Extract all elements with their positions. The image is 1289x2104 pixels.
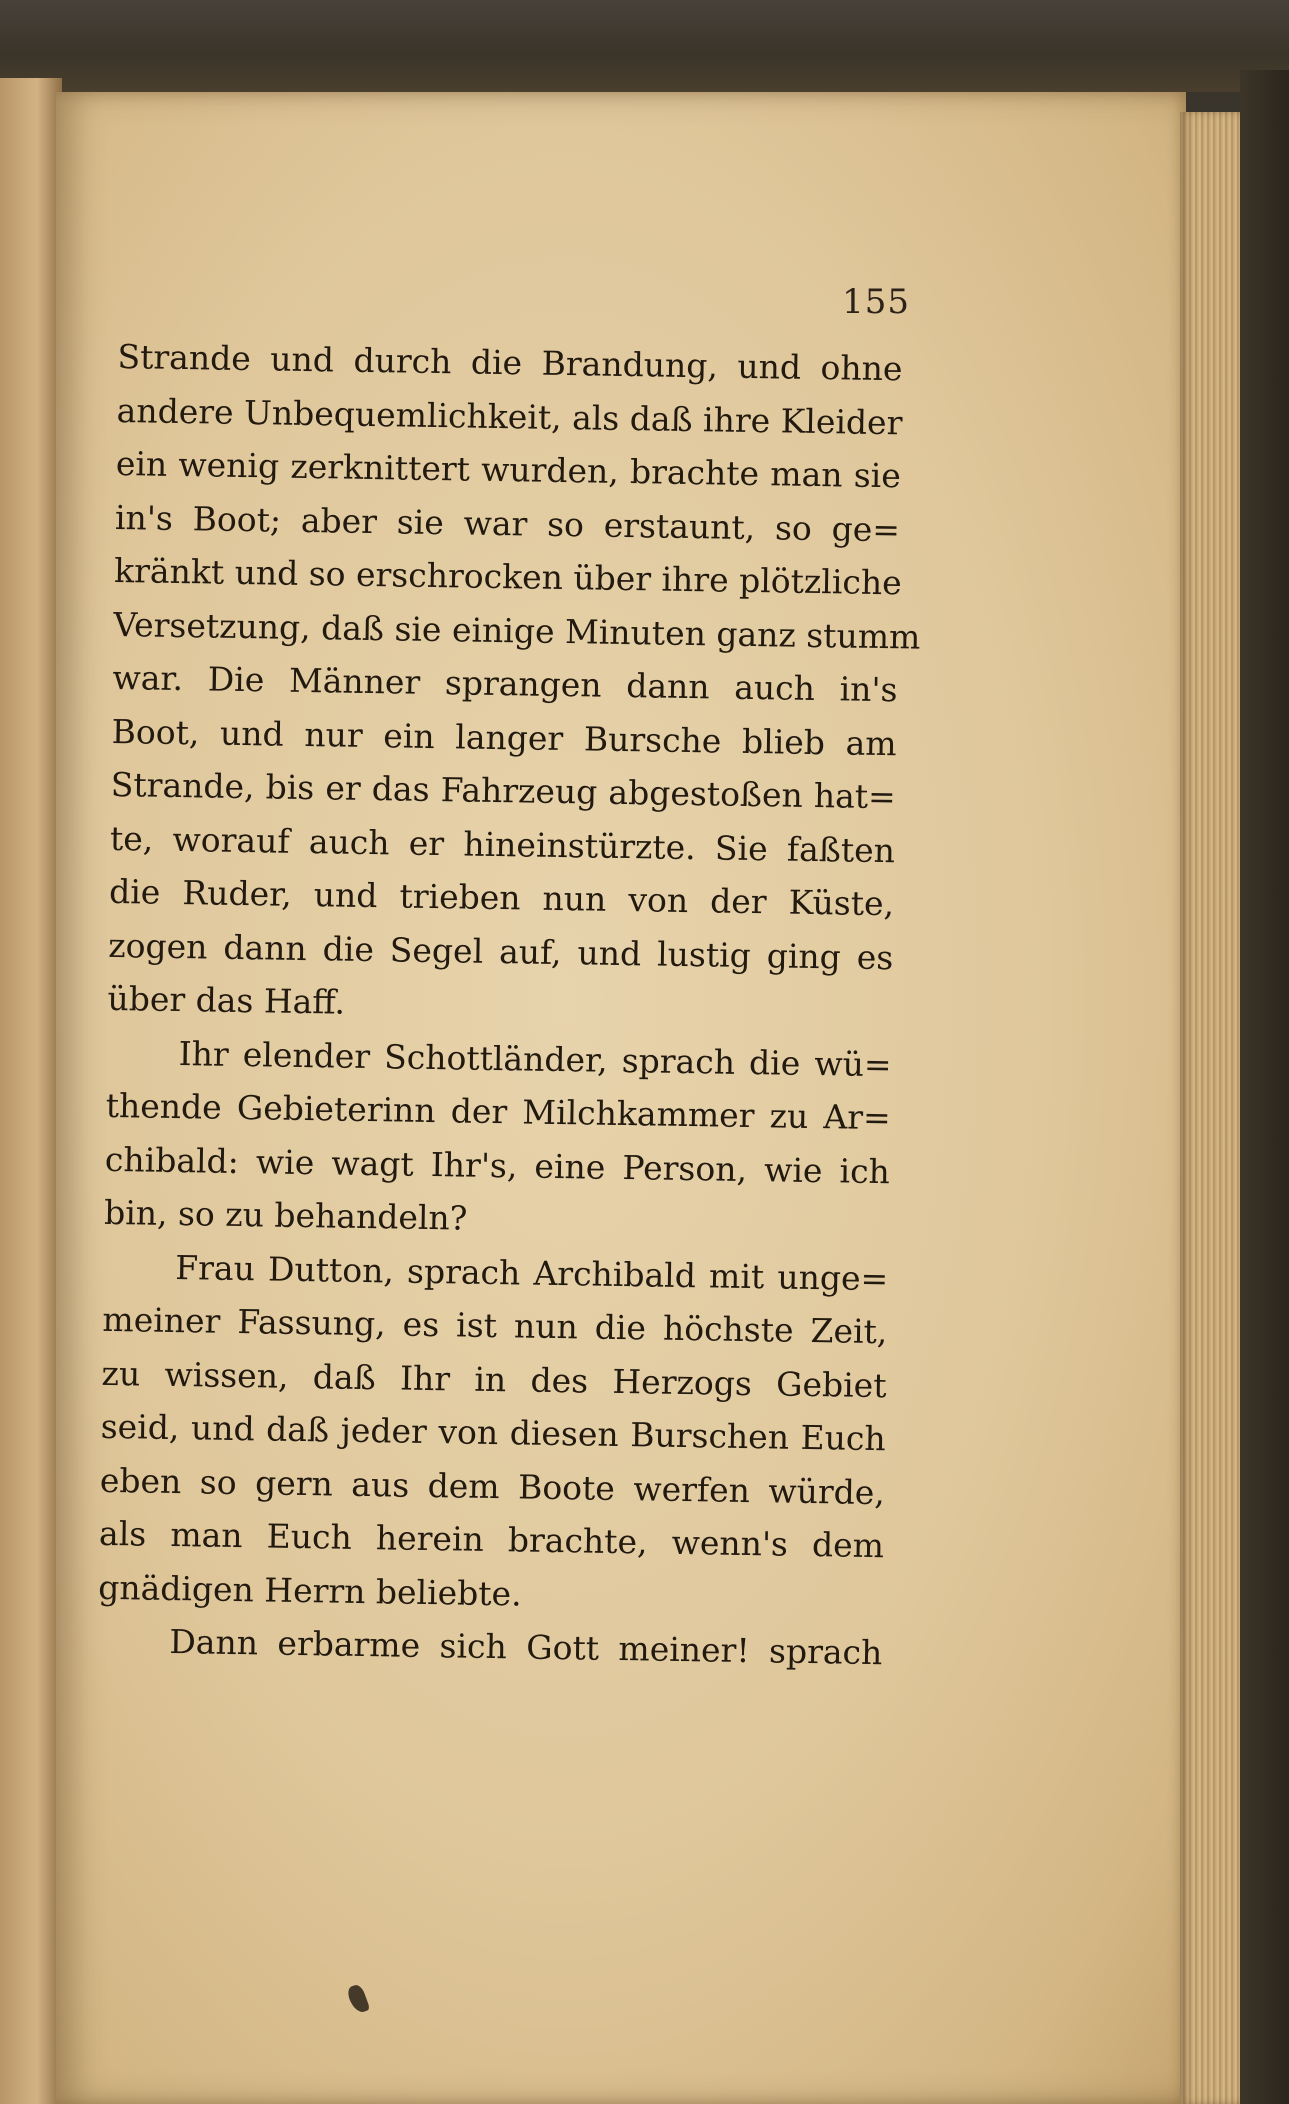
body-text: [97, 330, 921, 1680]
text-line: über das Haff.: [107, 978, 346, 1022]
text-line: als man Euch herein brachte, wenn's dem: [98, 1513, 885, 1566]
paragraph-1: [107, 330, 921, 1038]
text-line: ein wenig zerknittert wurden, brachte man sie: [115, 443, 902, 496]
text-line: Versetzung, daß sie einige Minuten ganz stumm: [113, 604, 921, 657]
text-line: zu wissen, daß Ihr in des Herzogs Gebiet: [101, 1353, 887, 1405]
text-line: Strande und durch die Brandung, und ohne: [117, 336, 903, 389]
book-cover-edge: [1240, 70, 1289, 2104]
text-line: te, worauf auch er hineinstürzte. Sie faßten: [109, 818, 896, 870]
paragraph-3: [98, 1239, 904, 1626]
paragraph-2: [104, 1025, 907, 1252]
text-line: Ihr elender Schottländer, sprach die wü=: [178, 1033, 892, 1084]
text-line: seid, und daß jeder von diesen Burschen Euch: [100, 1406, 886, 1459]
text-line: Frau Dutton, sprach Archibald mit unge=: [174, 1247, 889, 1298]
page-fore-edge: [1180, 112, 1242, 2104]
text-line: Dann erbarme sich Gott meiner! sprach: [169, 1621, 883, 1673]
text-line: die Ruder, und trieben nun von der Küste,: [108, 871, 895, 924]
text-line: war. Die Männer sprangen dann auch in's: [112, 657, 898, 710]
text-line: kränkt und so erschrocken über ihre plötzliche: [113, 550, 903, 603]
text-line: gnädigen Herrn beliebte.: [97, 1567, 522, 1613]
page-number: 155: [842, 282, 910, 322]
text-line: Strande, bis er das Fahrzeug abgestoßen hat=: [110, 764, 897, 817]
text-line: zogen dann die Segel auf, und lustig ging es: [108, 925, 894, 977]
text-line: Boot, und nur ein langer Bursche blieb am: [111, 711, 897, 763]
text-line: in's Boot; aber sie war so erstaunt, so ge=: [114, 497, 901, 549]
text-line: eben so gern aus dem Boote werfen würde,: [99, 1460, 886, 1512]
text-line: chibald: wie wagt Ihr's, eine Person, wie ich: [104, 1139, 891, 1191]
book-cover-top: [0, 0, 1289, 92]
text-line: thende Gebieterinn der Milchkammer zu Ar=: [105, 1085, 892, 1138]
text-line: andere Unbequemlichkeit, als daß ihre Kleider: [116, 390, 903, 442]
text-line: meiner Fassung, es ist nun die höchste Zeit,: [102, 1299, 888, 1352]
text-line: bin, so zu behandeln?: [103, 1192, 468, 1238]
facing-page-edge: [0, 78, 62, 2104]
